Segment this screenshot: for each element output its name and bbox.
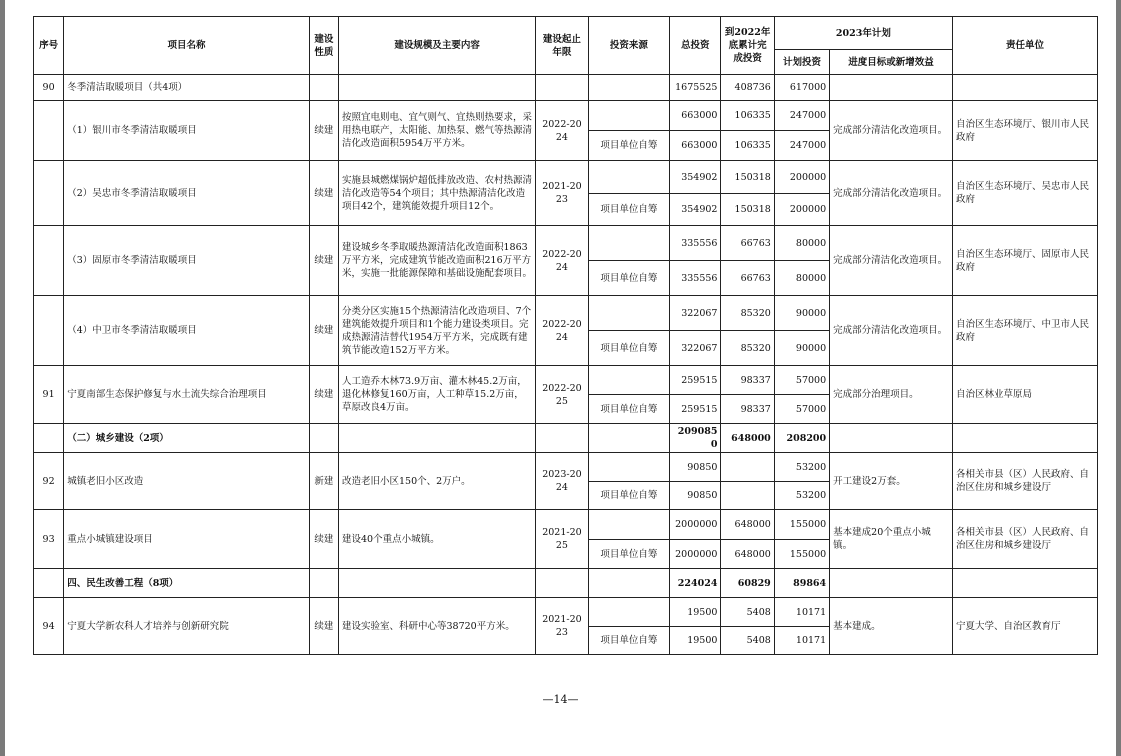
nature-cell: 续建	[309, 296, 338, 366]
total-cell: 663000	[670, 131, 721, 161]
period-cell: 2023-2024	[536, 453, 588, 510]
source-cell: 项目单位自筹	[588, 540, 670, 569]
total-cell: 335556	[670, 226, 721, 261]
total-cell: 19500	[670, 598, 721, 627]
source-cell: 项目单位自筹	[588, 131, 670, 161]
progress-cell: 基本建成20个重点小城镇。	[830, 510, 953, 569]
total-cell: 90850	[670, 453, 721, 482]
table-row	[34, 226, 1098, 261]
table-row	[34, 75, 1098, 101]
scale-cell: 建设实验室、科研中心等38720平方米。	[338, 598, 535, 655]
scale-cell: 实施县城燃煤锅炉超低排放改造、农村热源清洁化改造等54个项目；其中热源清洁化改造项目42个，建筑能效提升项目12个。	[338, 161, 535, 226]
done-cell: 408736	[721, 75, 774, 101]
done-cell: 648000	[721, 424, 774, 453]
unit-cell: 自治区生态环境厅、吴忠市人民政府	[952, 161, 1097, 226]
header-row-1	[34, 17, 1098, 50]
plan-cell: 617000	[774, 75, 829, 101]
section-title: 四、民生改善工程（8项）	[64, 569, 310, 598]
source-cell: 项目单位自筹	[588, 331, 670, 366]
done-cell: 150318	[721, 194, 774, 226]
table-row	[34, 510, 1098, 540]
section-row	[34, 569, 1098, 598]
plan-cell: 247000	[774, 131, 829, 161]
progress-cell: 完成部分清洁化改造项目。	[830, 226, 953, 296]
table-row	[34, 101, 1098, 131]
total-cell: 663000	[670, 101, 721, 131]
source-cell: 项目单位自筹	[588, 395, 670, 424]
name-cell: 宁夏大学新农科人才培养与创新研究院	[64, 598, 310, 655]
total-cell: 322067	[670, 296, 721, 331]
total-cell: 19500	[670, 627, 721, 655]
source-cell: 项目单位自筹	[588, 482, 670, 510]
done-cell: 66763	[721, 226, 774, 261]
progress-cell: 完成部分治理项目。	[830, 366, 953, 424]
done-cell: 66763	[721, 261, 774, 296]
done-cell: 150318	[721, 161, 774, 194]
unit-cell: 各相关市县（区）人民政府、自治区住房和城乡建设厅	[952, 510, 1097, 569]
done-cell	[721, 482, 774, 510]
nature-cell: 续建	[309, 598, 338, 655]
section-row	[34, 424, 1098, 453]
table-row	[34, 366, 1098, 395]
plan-cell: 155000	[774, 540, 829, 569]
unit-cell: 自治区林业草原局	[952, 366, 1097, 424]
seq-cell: 92	[34, 453, 64, 510]
plan-cell: 57000	[774, 395, 829, 424]
progress-cell: 完成部分清洁化改造项目。	[830, 101, 953, 161]
period-cell: 2022-2025	[536, 366, 588, 424]
nature-cell: 续建	[309, 366, 338, 424]
nature-cell: 续建	[309, 226, 338, 296]
total-cell: 2000000	[670, 510, 721, 540]
done-cell: 85320	[721, 331, 774, 366]
table-row	[34, 453, 1098, 482]
done-cell	[721, 453, 774, 482]
table-row	[34, 296, 1098, 331]
done-cell: 98337	[721, 366, 774, 395]
total-cell: 2090850	[670, 424, 721, 453]
plan-cell: 53200	[774, 482, 829, 510]
plan-cell: 155000	[774, 510, 829, 540]
period-cell: 2022-2024	[536, 226, 588, 296]
scale-cell: 建设40个重点小城镇。	[338, 510, 535, 569]
source-cell: 项目单位自筹	[588, 194, 670, 226]
period-cell: 2021-2025	[536, 510, 588, 569]
total-cell: 335556	[670, 261, 721, 296]
plan-cell: 53200	[774, 453, 829, 482]
seq-cell: 94	[34, 598, 64, 655]
total-cell: 2000000	[670, 540, 721, 569]
name-cell: 重点小城镇建设项目	[64, 510, 310, 569]
plan-cell: 89864	[774, 569, 829, 598]
name-cell: 宁夏南部生态保护修复与水土流失综合治理项目	[64, 366, 310, 424]
unit-cell: 各相关市县（区）人民政府、自治区住房和城乡建设厅	[952, 453, 1097, 510]
document-page	[5, 0, 1116, 756]
page-number: —14—	[542, 693, 579, 706]
source-cell: 项目单位自筹	[588, 261, 670, 296]
plan-cell: 80000	[774, 261, 829, 296]
seq-cell: 93	[34, 510, 64, 569]
period-cell: 2022-2024	[536, 296, 588, 366]
scale-cell: 建设城乡冬季取暖热源清洁化改造面积1863万平方米，完成建筑节能改造面积216万平方米，实施一批能源保障和基础设施配套项目。	[338, 226, 535, 296]
name-cell: （1）银川市冬季清洁取暖项目	[64, 101, 310, 161]
nature-cell: 续建	[309, 161, 338, 226]
col-done2022: 到2022年底累计完成投资	[721, 17, 774, 75]
scale-cell: 人工造乔木林73.9万亩、灌木林45.2万亩，退化林修复160万亩，人工种草15.2万亩，草原改良4万亩。	[338, 366, 535, 424]
done-cell: 5408	[721, 598, 774, 627]
name-cell: （4）中卫市冬季清洁取暖项目	[64, 296, 310, 366]
seq-cell: 90	[34, 75, 64, 101]
done-cell: 648000	[721, 510, 774, 540]
total-cell: 224024	[670, 569, 721, 598]
done-cell: 85320	[721, 296, 774, 331]
col-plan2023: 2023年计划	[774, 17, 952, 50]
plan-cell: 208200	[774, 424, 829, 453]
section-title: （二）城乡建设（2项）	[64, 424, 310, 453]
unit-cell: 自治区生态环境厅、固原市人民政府	[952, 226, 1097, 296]
scale-cell: 改造老旧小区150个、2万户。	[338, 453, 535, 510]
total-cell: 90850	[670, 482, 721, 510]
done-cell: 106335	[721, 131, 774, 161]
total-cell: 259515	[670, 366, 721, 395]
scale-cell: 按照宜电则电、宜气则气、宜热则热要求，采用热电联产，太阳能、加热泵、燃气等热源清洁化改造面积5954万平方米。	[338, 101, 535, 161]
done-cell: 5408	[721, 627, 774, 655]
name-cell: 城镇老旧小区改造	[64, 453, 310, 510]
col-source: 投资来源	[588, 17, 670, 75]
progress-cell: 完成部分清洁化改造项目。	[830, 296, 953, 366]
col-unit: 责任单位	[952, 17, 1097, 75]
nature-cell: 新建	[309, 453, 338, 510]
col-nature: 建设性质	[309, 17, 338, 75]
total-cell: 1675525	[670, 75, 721, 101]
done-cell: 60829	[721, 569, 774, 598]
name-cell: （2）吴忠市冬季清洁取暖项目	[64, 161, 310, 226]
done-cell: 648000	[721, 540, 774, 569]
nature-cell: 续建	[309, 510, 338, 569]
period-cell: 2021-2023	[536, 161, 588, 226]
done-cell: 98337	[721, 395, 774, 424]
col-plan-invest: 计划投资	[774, 50, 829, 75]
progress-cell: 完成部分清洁化改造项目。	[830, 161, 953, 226]
table-row	[34, 598, 1098, 627]
plan-cell: 57000	[774, 366, 829, 395]
total-cell: 322067	[670, 331, 721, 366]
name-cell: （3）固原市冬季清洁取暖项目	[64, 226, 310, 296]
plan-cell: 10171	[774, 598, 829, 627]
seq-cell: 91	[34, 366, 64, 424]
unit-cell: 自治区生态环境厅、银川市人民政府	[952, 101, 1097, 161]
total-cell: 354902	[670, 194, 721, 226]
col-total: 总投资	[670, 17, 721, 75]
plan-cell: 90000	[774, 296, 829, 331]
plan-cell: 10171	[774, 627, 829, 655]
plan-cell: 90000	[774, 331, 829, 366]
source-cell: 项目单位自筹	[588, 627, 670, 655]
plan-cell: 247000	[774, 101, 829, 131]
col-progress: 进度目标或新增效益	[830, 50, 953, 75]
col-scale: 建设规模及主要内容	[338, 17, 535, 75]
nature-cell: 续建	[309, 101, 338, 161]
plan-cell: 200000	[774, 161, 829, 194]
col-seq: 序号	[34, 17, 64, 75]
col-name: 项目名称	[64, 17, 310, 75]
unit-cell: 自治区生态环境厅、中卫市人民政府	[952, 296, 1097, 366]
project-table	[33, 16, 1098, 655]
name-cell: 冬季清洁取暖项目（共4项）	[64, 75, 310, 101]
plan-cell: 80000	[774, 226, 829, 261]
progress-cell: 开工建设2万套。	[830, 453, 953, 510]
scale-cell: 分类分区实施15个热源清洁化改造项目、7个建筑能效提升项目和1个能力建设类项目。完成热源清洁替代1954万平方米，完成既有建筑节能改造152万平方米。	[338, 296, 535, 366]
period-cell: 2022-2024	[536, 101, 588, 161]
total-cell: 259515	[670, 395, 721, 424]
table-row	[34, 161, 1098, 194]
total-cell: 354902	[670, 161, 721, 194]
unit-cell: 宁夏大学、自治区教育厅	[952, 598, 1097, 655]
col-period: 建设起止年限	[536, 17, 588, 75]
plan-cell: 200000	[774, 194, 829, 226]
done-cell: 106335	[721, 101, 774, 131]
progress-cell: 基本建成。	[830, 598, 953, 655]
period-cell: 2021-2023	[536, 598, 588, 655]
